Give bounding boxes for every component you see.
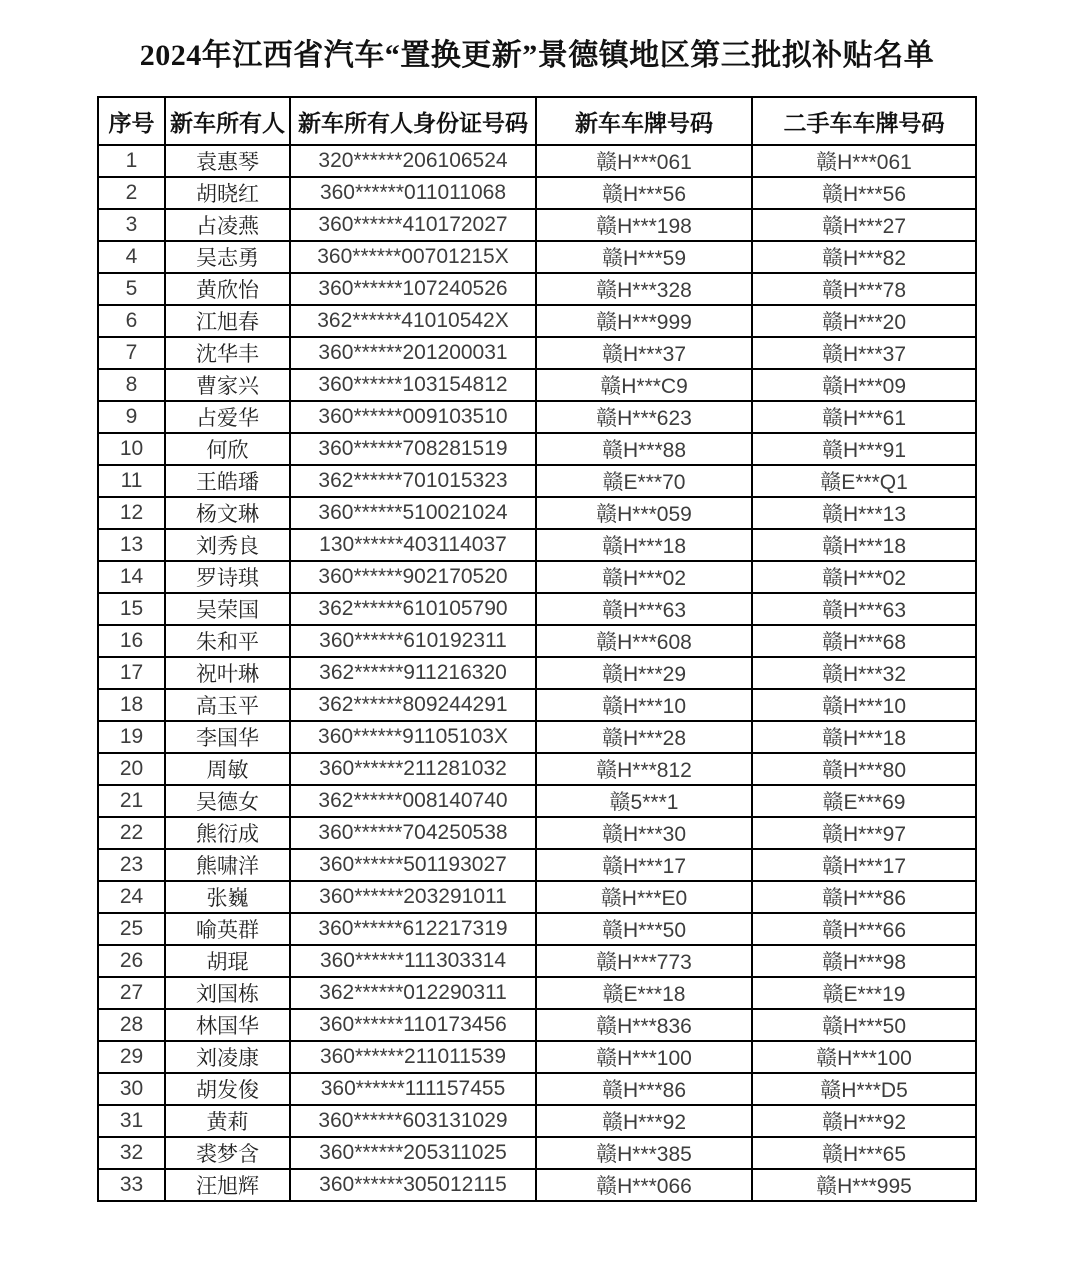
id-number-cell: 362******809244291 xyxy=(290,689,536,721)
used-plate-cell: 赣H***66 xyxy=(752,913,976,945)
owner-name-cell: 周敏 xyxy=(165,753,290,785)
new-plate-cell: 赣H***061 xyxy=(536,145,752,177)
used-plate-cell: 赣H***02 xyxy=(752,561,976,593)
table-row xyxy=(98,337,976,369)
table-body xyxy=(98,145,976,1201)
owner-name-cell: 王皓璠 xyxy=(165,465,290,497)
id-number-cell: 360******305012115 xyxy=(290,1169,536,1201)
table-row xyxy=(98,657,976,689)
index-cell: 23 xyxy=(98,849,165,881)
new-plate-cell: 赣H***37 xyxy=(536,337,752,369)
new-plate-cell: 赣H***C9 xyxy=(536,369,752,401)
index-cell: 18 xyxy=(98,689,165,721)
used-plate-cell: 赣H***98 xyxy=(752,945,976,977)
id-number-cell: 360******111303314 xyxy=(290,945,536,977)
used-plate-cell: 赣H***92 xyxy=(752,1105,976,1137)
new-plate-cell: 赣E***18 xyxy=(536,977,752,1009)
new-plate-cell: 赣H***30 xyxy=(536,817,752,849)
used-plate-cell: 赣H***09 xyxy=(752,369,976,401)
used-plate-cell: 赣E***Q1 xyxy=(752,465,976,497)
used-plate-cell: 赣H***995 xyxy=(752,1169,976,1201)
owner-name-cell: 林国华 xyxy=(165,1009,290,1041)
used-plate-cell: 赣H***13 xyxy=(752,497,976,529)
table-row xyxy=(98,1041,976,1073)
column-header-id-number-cell: 新车所有人身份证号码 xyxy=(290,97,536,145)
id-number-cell: 360******011011068 xyxy=(290,177,536,209)
index-cell: 29 xyxy=(98,1041,165,1073)
new-plate-cell: 赣H***17 xyxy=(536,849,752,881)
owner-name-cell: 胡晓红 xyxy=(165,177,290,209)
owner-name-cell: 汪旭辉 xyxy=(165,1169,290,1201)
id-number-cell: 360******610192311 xyxy=(290,625,536,657)
new-plate-cell: 赣H***812 xyxy=(536,753,752,785)
used-plate-cell: 赣H***17 xyxy=(752,849,976,881)
new-plate-cell: 赣H***63 xyxy=(536,593,752,625)
new-plate-cell: 赣E***70 xyxy=(536,465,752,497)
used-plate-cell: 赣H***100 xyxy=(752,1041,976,1073)
owner-name-cell: 刘凌康 xyxy=(165,1041,290,1073)
index-cell: 13 xyxy=(98,529,165,561)
owner-name-cell: 张巍 xyxy=(165,881,290,913)
owner-name-cell: 黄莉 xyxy=(165,1105,290,1137)
used-plate-cell: 赣H***32 xyxy=(752,657,976,689)
used-plate-cell: 赣H***82 xyxy=(752,241,976,273)
table-row xyxy=(98,721,976,753)
used-plate-cell: 赣H***27 xyxy=(752,209,976,241)
index-cell: 10 xyxy=(98,433,165,465)
used-plate-cell: 赣H***78 xyxy=(752,273,976,305)
new-plate-cell: 赣H***86 xyxy=(536,1073,752,1105)
table-row xyxy=(98,529,976,561)
new-plate-cell: 赣H***02 xyxy=(536,561,752,593)
new-plate-cell: 赣H***50 xyxy=(536,913,752,945)
used-plate-cell: 赣H***37 xyxy=(752,337,976,369)
table-row xyxy=(98,561,976,593)
id-number-cell: 360******501193027 xyxy=(290,849,536,881)
owner-name-cell: 刘国栋 xyxy=(165,977,290,1009)
owner-name-cell: 杨文琳 xyxy=(165,497,290,529)
id-number-cell: 360******110173456 xyxy=(290,1009,536,1041)
id-number-cell: 360******205311025 xyxy=(290,1137,536,1169)
table-row xyxy=(98,785,976,817)
id-number-cell: 360******107240526 xyxy=(290,273,536,305)
id-number-cell: 360******201200031 xyxy=(290,337,536,369)
table-row xyxy=(98,881,976,913)
used-plate-cell: 赣H***D5 xyxy=(752,1073,976,1105)
id-number-cell: 320******206106524 xyxy=(290,145,536,177)
table-row xyxy=(98,913,976,945)
table-row xyxy=(98,625,976,657)
owner-name-cell: 熊衍成 xyxy=(165,817,290,849)
index-cell: 2 xyxy=(98,177,165,209)
new-plate-cell: 赣H***385 xyxy=(536,1137,752,1169)
owner-name-cell: 占爱华 xyxy=(165,401,290,433)
id-number-cell: 362******012290311 xyxy=(290,977,536,1009)
used-plate-cell: 赣H***18 xyxy=(752,529,976,561)
used-plate-cell: 赣H***63 xyxy=(752,593,976,625)
index-cell: 33 xyxy=(98,1169,165,1201)
table-row xyxy=(98,945,976,977)
table-row xyxy=(98,1073,976,1105)
new-plate-cell: 赣H***059 xyxy=(536,497,752,529)
new-plate-cell: 赣H***29 xyxy=(536,657,752,689)
index-cell: 14 xyxy=(98,561,165,593)
owner-name-cell: 吴德女 xyxy=(165,785,290,817)
new-plate-cell: 赣H***18 xyxy=(536,529,752,561)
new-plate-cell: 赣H***E0 xyxy=(536,881,752,913)
table-row xyxy=(98,593,976,625)
index-cell: 4 xyxy=(98,241,165,273)
owner-name-cell: 江旭春 xyxy=(165,305,290,337)
table-row xyxy=(98,849,976,881)
index-cell: 1 xyxy=(98,145,165,177)
index-cell: 9 xyxy=(98,401,165,433)
owner-name-cell: 喻英群 xyxy=(165,913,290,945)
used-plate-cell: 赣H***18 xyxy=(752,721,976,753)
id-number-cell: 360******704250538 xyxy=(290,817,536,849)
used-plate-cell: 赣H***10 xyxy=(752,689,976,721)
id-number-cell: 360******708281519 xyxy=(290,433,536,465)
index-cell: 22 xyxy=(98,817,165,849)
id-number-cell: 360******902170520 xyxy=(290,561,536,593)
id-number-cell: 362******911216320 xyxy=(290,657,536,689)
new-plate-cell: 赣H***623 xyxy=(536,401,752,433)
owner-name-cell: 李国华 xyxy=(165,721,290,753)
index-cell: 15 xyxy=(98,593,165,625)
index-cell: 21 xyxy=(98,785,165,817)
index-cell: 5 xyxy=(98,273,165,305)
index-cell: 30 xyxy=(98,1073,165,1105)
id-number-cell: 360******009103510 xyxy=(290,401,536,433)
used-plate-cell: 赣H***061 xyxy=(752,145,976,177)
column-header-used-plate-cell: 二手车车牌号码 xyxy=(752,97,976,145)
id-number-cell: 360******91105103X xyxy=(290,721,536,753)
used-plate-cell: 赣H***65 xyxy=(752,1137,976,1169)
new-plate-cell: 赣H***88 xyxy=(536,433,752,465)
index-cell: 19 xyxy=(98,721,165,753)
subsidy-table xyxy=(97,96,977,1202)
id-number-cell: 362******41010542X xyxy=(290,305,536,337)
table-row xyxy=(98,273,976,305)
new-plate-cell: 赣H***836 xyxy=(536,1009,752,1041)
table-row xyxy=(98,497,976,529)
used-plate-cell: 赣E***69 xyxy=(752,785,976,817)
id-number-cell: 360******410172027 xyxy=(290,209,536,241)
table-row xyxy=(98,241,976,273)
table-row xyxy=(98,817,976,849)
owner-name-cell: 何欣 xyxy=(165,433,290,465)
new-plate-cell: 赣H***999 xyxy=(536,305,752,337)
used-plate-cell: 赣H***68 xyxy=(752,625,976,657)
index-cell: 25 xyxy=(98,913,165,945)
index-cell: 7 xyxy=(98,337,165,369)
column-header-new-plate-cell: 新车车牌号码 xyxy=(536,97,752,145)
index-cell: 32 xyxy=(98,1137,165,1169)
table-row xyxy=(98,689,976,721)
owner-name-cell: 曹家兴 xyxy=(165,369,290,401)
new-plate-cell: 赣H***066 xyxy=(536,1169,752,1201)
new-plate-cell: 赣H***56 xyxy=(536,177,752,209)
owner-name-cell: 沈华丰 xyxy=(165,337,290,369)
id-number-cell: 360******510021024 xyxy=(290,497,536,529)
index-cell: 11 xyxy=(98,465,165,497)
table-row xyxy=(98,1169,976,1201)
owner-name-cell: 占凌燕 xyxy=(165,209,290,241)
new-plate-cell: 赣H***28 xyxy=(536,721,752,753)
id-number-cell: 360******211011539 xyxy=(290,1041,536,1073)
index-cell: 31 xyxy=(98,1105,165,1137)
new-plate-cell: 赣H***608 xyxy=(536,625,752,657)
new-plate-cell: 赣H***328 xyxy=(536,273,752,305)
id-number-cell: 360******612217319 xyxy=(290,913,536,945)
index-cell: 17 xyxy=(98,657,165,689)
used-plate-cell: 赣H***50 xyxy=(752,1009,976,1041)
used-plate-cell: 赣E***19 xyxy=(752,977,976,1009)
id-number-cell: 360******211281032 xyxy=(290,753,536,785)
id-number-cell: 360******103154812 xyxy=(290,369,536,401)
owner-name-cell: 吴志勇 xyxy=(165,241,290,273)
table-row xyxy=(98,753,976,785)
new-plate-cell: 赣H***10 xyxy=(536,689,752,721)
owner-name-cell: 熊啸洋 xyxy=(165,849,290,881)
index-cell: 16 xyxy=(98,625,165,657)
table-row xyxy=(98,177,976,209)
table-header-row xyxy=(98,97,976,145)
owner-name-cell: 刘秀良 xyxy=(165,529,290,561)
used-plate-cell: 赣H***86 xyxy=(752,881,976,913)
new-plate-cell: 赣5***1 xyxy=(536,785,752,817)
new-plate-cell: 赣H***59 xyxy=(536,241,752,273)
table-row xyxy=(98,1009,976,1041)
used-plate-cell: 赣H***97 xyxy=(752,817,976,849)
id-number-cell: 360******111157455 xyxy=(290,1073,536,1105)
table-row xyxy=(98,1137,976,1169)
page-title: 2024年江西省汽车“置换更新”景德镇地区第三批拟补贴名单 xyxy=(139,39,935,72)
index-cell: 27 xyxy=(98,977,165,1009)
table-row xyxy=(98,401,976,433)
index-cell: 20 xyxy=(98,753,165,785)
id-number-cell: 130******403114037 xyxy=(290,529,536,561)
new-plate-cell: 赣H***100 xyxy=(536,1041,752,1073)
index-cell: 8 xyxy=(98,369,165,401)
table-row xyxy=(98,305,976,337)
column-header-owner-name-cell: 新车所有人 xyxy=(165,97,290,145)
used-plate-cell: 赣H***91 xyxy=(752,433,976,465)
index-cell: 12 xyxy=(98,497,165,529)
table-row xyxy=(98,145,976,177)
new-plate-cell: 赣H***92 xyxy=(536,1105,752,1137)
index-cell: 26 xyxy=(98,945,165,977)
id-number-cell: 362******008140740 xyxy=(290,785,536,817)
id-number-cell: 360******00701215X xyxy=(290,241,536,273)
owner-name-cell: 胡琨 xyxy=(165,945,290,977)
id-number-cell: 360******203291011 xyxy=(290,881,536,913)
used-plate-cell: 赣H***56 xyxy=(752,177,976,209)
table-row xyxy=(98,977,976,1009)
table-row xyxy=(98,209,976,241)
column-header-index-cell: 序号 xyxy=(98,97,165,145)
id-number-cell: 362******610105790 xyxy=(290,593,536,625)
owner-name-cell: 高玉平 xyxy=(165,689,290,721)
new-plate-cell: 赣H***198 xyxy=(536,209,752,241)
owner-name-cell: 裘梦含 xyxy=(165,1137,290,1169)
index-cell: 3 xyxy=(98,209,165,241)
used-plate-cell: 赣H***61 xyxy=(752,401,976,433)
owner-name-cell: 袁惠琴 xyxy=(165,145,290,177)
new-plate-cell: 赣H***773 xyxy=(536,945,752,977)
table-row xyxy=(98,465,976,497)
table-row xyxy=(98,369,976,401)
owner-name-cell: 朱和平 xyxy=(165,625,290,657)
table-row xyxy=(98,433,976,465)
owner-name-cell: 祝叶琳 xyxy=(165,657,290,689)
owner-name-cell: 吴荣国 xyxy=(165,593,290,625)
id-number-cell: 362******701015323 xyxy=(290,465,536,497)
owner-name-cell: 黄欣怡 xyxy=(165,273,290,305)
owner-name-cell: 胡发俊 xyxy=(165,1073,290,1105)
table-row xyxy=(98,1105,976,1137)
index-cell: 6 xyxy=(98,305,165,337)
used-plate-cell: 赣H***80 xyxy=(752,753,976,785)
index-cell: 24 xyxy=(98,881,165,913)
id-number-cell: 360******603131029 xyxy=(290,1105,536,1137)
owner-name-cell: 罗诗琪 xyxy=(165,561,290,593)
index-cell: 28 xyxy=(98,1009,165,1041)
used-plate-cell: 赣H***20 xyxy=(752,305,976,337)
